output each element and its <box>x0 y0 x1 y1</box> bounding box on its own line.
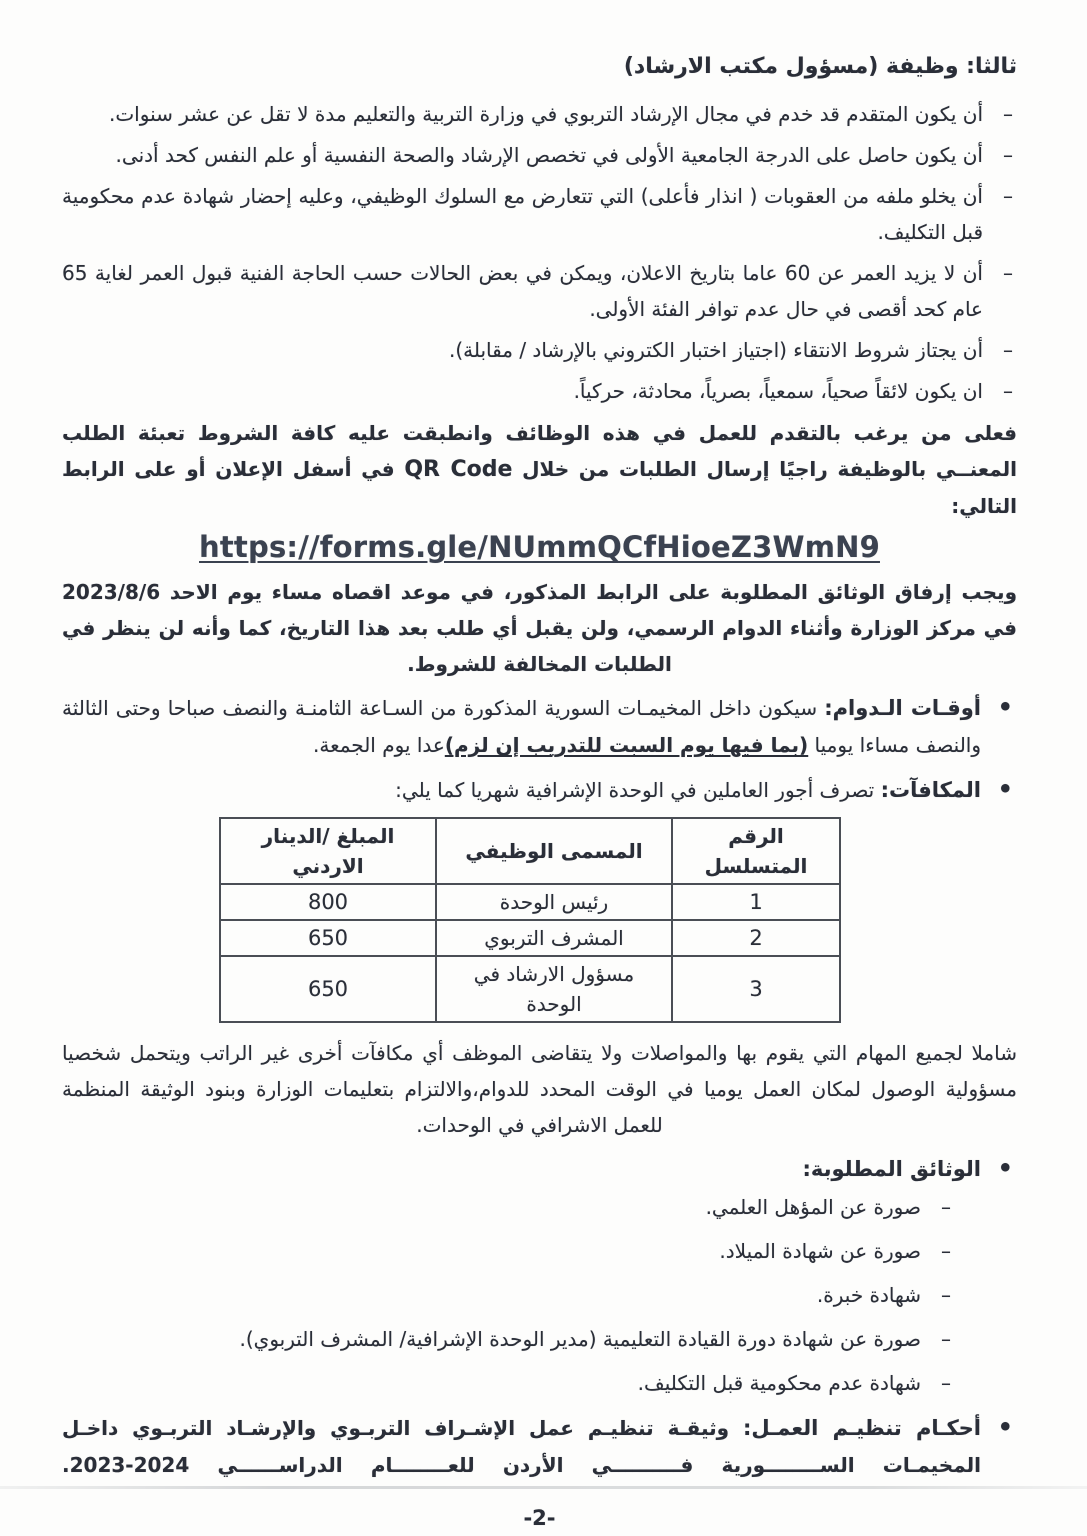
salary-table <box>219 817 841 1023</box>
document-text: شهادة عدم محكومية قبل التكليف. <box>637 1371 921 1395</box>
dash-icon: – <box>941 1195 951 1219</box>
dash-icon: – <box>1003 338 1013 362</box>
page-number: -2- <box>523 1506 556 1530</box>
dash-icon: – <box>941 1327 951 1351</box>
salary-table-header <box>220 818 840 884</box>
table-row <box>220 884 840 920</box>
requirement-item <box>62 332 1013 368</box>
apply-paragraph <box>62 415 1017 524</box>
requirement-text: أن يخلو ملفه من العقوبات ( انذار فأعلى) التي تتعارض مع السلوك الوظيفي، وعليه إحضار شهادة عدم محكومية قبل التكليف. <box>62 184 983 244</box>
dash-icon: – <box>1003 379 1013 403</box>
requirement-item <box>62 373 1013 409</box>
bullet-icon: • <box>997 1154 1013 1182</box>
cell-job-title: مسؤول الارشاد في الوحدة <box>436 956 672 1022</box>
documents-label: الوثائق المطلوبة: <box>802 1157 981 1181</box>
dash-icon: – <box>1003 261 1013 285</box>
dash-icon: – <box>941 1283 951 1307</box>
document-text: صورة عن المؤهل العلمي. <box>705 1195 921 1219</box>
apply-text-before: فعلى من يرغب بالتقدم للعمل في هذه الوظائف وانطبقت عليه كافة الشروط تعبئة الطلب المعنــي بالوظيفة راجيًا إرسال الطلبات من خلال <box>62 421 1017 481</box>
cell-amount: 650 <box>220 956 436 1022</box>
document-item <box>62 1364 951 1402</box>
regulations-item <box>62 1410 1017 1484</box>
document-item <box>62 1188 951 1226</box>
document-item <box>62 1320 951 1358</box>
column-header-serial: الرقم المتسلسل <box>672 818 840 884</box>
requirement-item <box>62 255 1013 327</box>
worktime-label: أوقـات الـدوام: <box>824 696 981 720</box>
requirement-text: أن يجتاز شروط الانتقاء (اجتياز اختبار الكتروني بالإرشاد / مقابلة). <box>448 338 983 362</box>
requirement-text: أن يكون حاصل على الدرجة الجامعية الأولى في تخصص الإرشاد والصحة النفسية أو علم النفس كحد أدنى. <box>115 143 983 167</box>
info-list <box>62 690 1017 809</box>
dash-icon: – <box>1003 143 1013 167</box>
requirement-item <box>62 137 1013 173</box>
rewards-item <box>62 772 1017 809</box>
cell-serial: 3 <box>672 956 840 1022</box>
bullet-icon: • <box>997 775 1013 803</box>
saturday-training-note: (بما فيها يوم السبت للتدريب إن لزم) <box>444 733 809 757</box>
deadline-paragraph: ويجب إرفاق الوثائق المطلوبة على الرابط المذكور، في موعد اقصاه مساء يوم الاحد 2023/8/6 في مركز الوزارة وأثناء الدوام الرسمي، ولن يقبل أي طلب بعد هذا التاريخ، كما وأنه لن ينظر في الطلبات المخالفة للشروط. <box>62 580 1017 676</box>
worktime-text-2: عدا يوم الجمعة. <box>313 733 445 757</box>
requirement-text: ان يكون لائقاً صحياً، سمعياً، بصرياً، محادثة، حركياً. <box>573 379 983 403</box>
documents-section <box>62 1151 1017 1484</box>
worktime-item <box>62 690 1017 764</box>
requirement-text: أن لا يزيد العمر عن 60 عاما بتاريخ الاعلان، ويمكن في بعض الحالات حسب الحاجة الفنية قبول العمر لغاية 65 عام كحد أقصى في حال عدم توافر الفئة الأولى. <box>62 261 983 321</box>
column-header-job-title: المسمى الوظيفي <box>436 818 672 884</box>
dash-icon: – <box>1003 102 1013 126</box>
cell-serial: 1 <box>672 884 840 920</box>
regulations-text: وثيقـة تنظيـم عمل الإشـراف التربـوي والإرشـاد التربـوي داخـل المخيمـات الســــــــورية فــــــــــي الأردن للعــــــــام الدراســــــي 2024-2023. <box>62 1416 981 1477</box>
rewards-text: تصرف أجور العاملين في الوحدة الإشرافية شهريا كما يلي: <box>395 778 881 802</box>
page-title: ثالثا: وظيفة (مسؤول مكتب الارشاد) <box>623 54 1017 79</box>
document-item <box>62 1276 951 1314</box>
cell-amount: 800 <box>220 884 436 920</box>
requirements-list <box>62 96 1017 409</box>
dash-icon: – <box>941 1239 951 1263</box>
dash-icon: – <box>941 1371 951 1395</box>
cell-amount: 650 <box>220 920 436 956</box>
salary-table-body <box>220 884 840 1022</box>
bullet-icon: • <box>997 693 1013 721</box>
table-row <box>220 920 840 956</box>
scan-artifact-line <box>0 1486 1087 1489</box>
requirement-item <box>62 178 1013 250</box>
document-text: شهادة خبرة. <box>816 1283 921 1307</box>
apply-text-after: في أسفل الإعلان أو على الرابط التالي: <box>62 457 1017 518</box>
table-row <box>220 956 840 1022</box>
rewards-label: المكافآت: <box>880 778 981 802</box>
column-header-amount: المبلغ /الدينار الاردني <box>220 818 436 884</box>
document-text: صورة عن شهادة دورة القيادة التعليمية (مدير الوحدة الإشرافية/ المشرف التربوي). <box>239 1327 921 1351</box>
cell-job-title: المشرف التربوي <box>436 920 672 956</box>
cell-job-title: رئيس الوحدة <box>436 884 672 920</box>
qr-code-label: QR Code <box>404 457 513 482</box>
form-link[interactable]: https://forms.gle/NUmmQCfHioeZ3WmN9 <box>199 530 880 564</box>
cell-serial: 2 <box>672 920 840 956</box>
dash-icon: – <box>1003 184 1013 208</box>
requirement-item <box>62 96 1013 132</box>
bullet-icon: • <box>997 1413 1013 1441</box>
form-link-line <box>62 530 1017 564</box>
table-header-row <box>220 818 840 884</box>
documents-item <box>62 1151 1017 1402</box>
requirement-text: أن يكون المتقدم قد خدم في مجال الإرشاد التربوي في وزارة التربية والتعليم مدة لا تقل عن عشر سنوات. <box>109 102 983 126</box>
document-item <box>62 1232 951 1270</box>
regulations-label: أحكـام تنظيـم العمـل: <box>742 1416 981 1440</box>
document-text: صورة عن شهادة الميلاد. <box>719 1239 921 1263</box>
salary-note-paragraph: شاملا لجميع المهام التي يقوم بها والمواصلات ولا يتقاضى الموظف أي مكافآت أخرى غير الراتب ويتحمل شخصيا مسؤولية الوصول لمكان العمل يوميا في الوقت المحدد للدوام،والالتزام بتعليمات الوزارة وبنود الوثيقة المنظمة للعمل الاشرافي في الوحدات. <box>62 1041 1017 1137</box>
worktime-text-1: سيكون داخل المخيمـات السورية المذكورة من السـاعة الثامنـة والنصف صباحا وحتى الثالثة والنصف مساءا يوميا <box>62 696 981 757</box>
documents-list <box>62 1188 955 1402</box>
